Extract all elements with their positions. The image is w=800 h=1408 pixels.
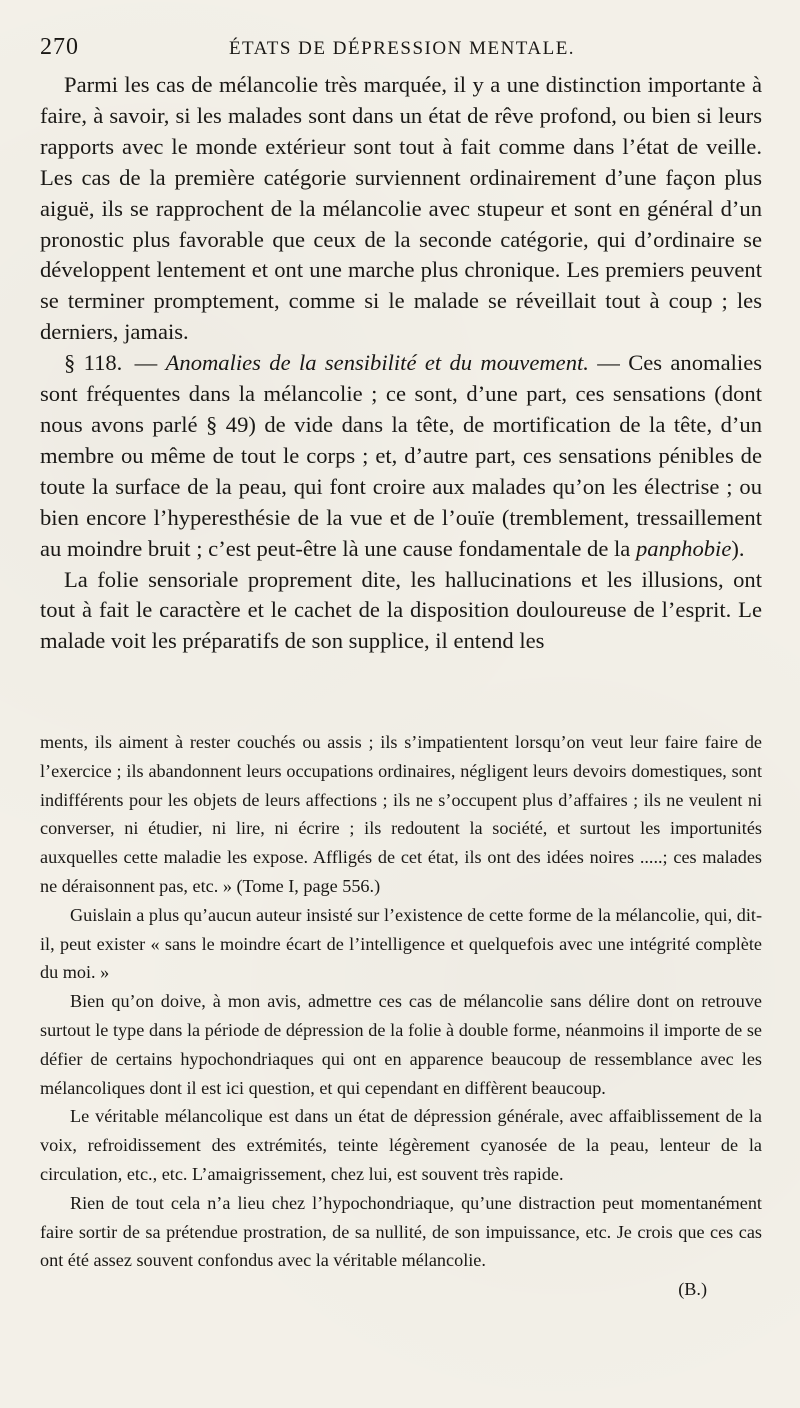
footnote-signature: (B.)	[678, 1279, 707, 1300]
footnote-block	[40, 728, 762, 1304]
paragraph-2-end: ).	[731, 535, 745, 561]
footnote-paragraph-2: Guislain a plus qu’aucun auteur insisté sur l’existence de cette forme de la mélancolie, qui, dit-il, peut exister « sans le moindre écart de l’intelligence et quelquefois avec une intégrité complète du moi. »	[40, 904, 762, 983]
page-number: 270	[40, 34, 79, 60]
paragraph-3: La folie sensoriale proprement dite, les hallucinations et les illusions, ont tout à fait le caractère et le cachet de la disposition douloureuse de l’esprit. Le malade voit les préparatifs de son supplice, il entend les	[40, 566, 762, 654]
main-text	[40, 70, 762, 657]
section-title: Anomalies de la sensibilité et du mouvement.	[165, 350, 589, 376]
footnote-paragraph-5: Rien de tout cela n’a lieu chez l’hypochondriaque, qu’une distraction peut momentanément faire sortir de sa prétendue prostration, de sa nullité, de son impuissance, etc. Je crois que ces cas ont été assez souvent confondus avec la véritable mélancolie.	[40, 1192, 762, 1271]
paragraph-2-text: Ces anomalies sont fréquentes dans la mélancolie ; ce sont, d’une part, ces sensations (dont nous avons parlé § 49) de vide dans la tête, de mortification de la tête, d’un membre ou même de tout le corps ; et, d’autre part, ces sensations pénibles de toute la surface de la peau, qui font croire aux malades qu’on les électrise ; ou bien encore l’hyperesthésie de la vue et de l’ouïe (tremblement, tressaillement au moindre bruit ; c’est peut-être là une cause fondamentale de la	[40, 350, 763, 561]
footnote-paragraph-4: Le véritable mélancolique est dans un état de dépression générale, avec affaiblissement de la voix, refroidissement des extrémités, teinte légèrement cyanosée de la peau, lenteur de la circulation, etc., etc. L’amaigrissement, chez lui, est souvent très rapide.	[40, 1106, 762, 1184]
dash: —	[588, 350, 629, 376]
page-header	[40, 34, 764, 64]
dash: —	[126, 350, 166, 376]
footnote-paragraph-1: ments, ils aiment à rester couchés ou assis ; ils s’impatientent lorsqu’on veut leur faire faire de l’exercice ; ils abandonnent leurs occupations ordinaires, négligent leurs devoirs domestiques, sont indifférents pour les objets de leurs affections ; ils ne s’occupent plus d’affaires ; ils ne veulent ni converser, ni étudier, ni lire, ni écrire ; ils redoutent la société, et surtout les importunités auxquelles cette maladie les expose. Affligés de cet état, ils ont des idées noires .....; ces malades ne déraisonnent pas, etc. » (Tome I, page 556.)	[40, 732, 762, 896]
paragraph-1: Parmi les cas de mélancolie très marquée, il y a une distinction importante à faire, à savoir, si les malades sont dans un état de rêve profond, ou bien si leurs rapports avec le monde extérieur sont tout à fait comme dans l’état de veille. Les cas de la première catégorie surviennent ordinairement d’une façon plus aiguë, ils se rapprochent de la mélancolie avec stupeur et sont en général d’un pronostic plus favorable que ceux de la seconde catégorie, qui d’ordinaire se développent lentement et ont une marche plus chronique. Les premiers peuvent se terminer promptement, comme si le malade se réveillait tout à coup ; les derniers, jamais.	[40, 72, 762, 345]
section-number: § 118.	[64, 350, 123, 376]
italic-term: panphobie	[635, 535, 732, 561]
paragraph-2	[40, 348, 762, 564]
footnote-paragraph-3: Bien qu’on doive, à mon avis, admettre ces cas de mélancolie sans délire dont on retrouve surtout le type dans la période de dépression de la folie à double forme, néanmoins il importe de se défier de certains hypochondriaques qui ont en apparence beaucoup de ressemblance avec les mélancoliques dont il est ici question, et qui cependant en diffèrent beaucoup.	[40, 991, 762, 1098]
running-title: ÉTATS DE DÉPRESSION MENTALE.	[228, 38, 576, 59]
